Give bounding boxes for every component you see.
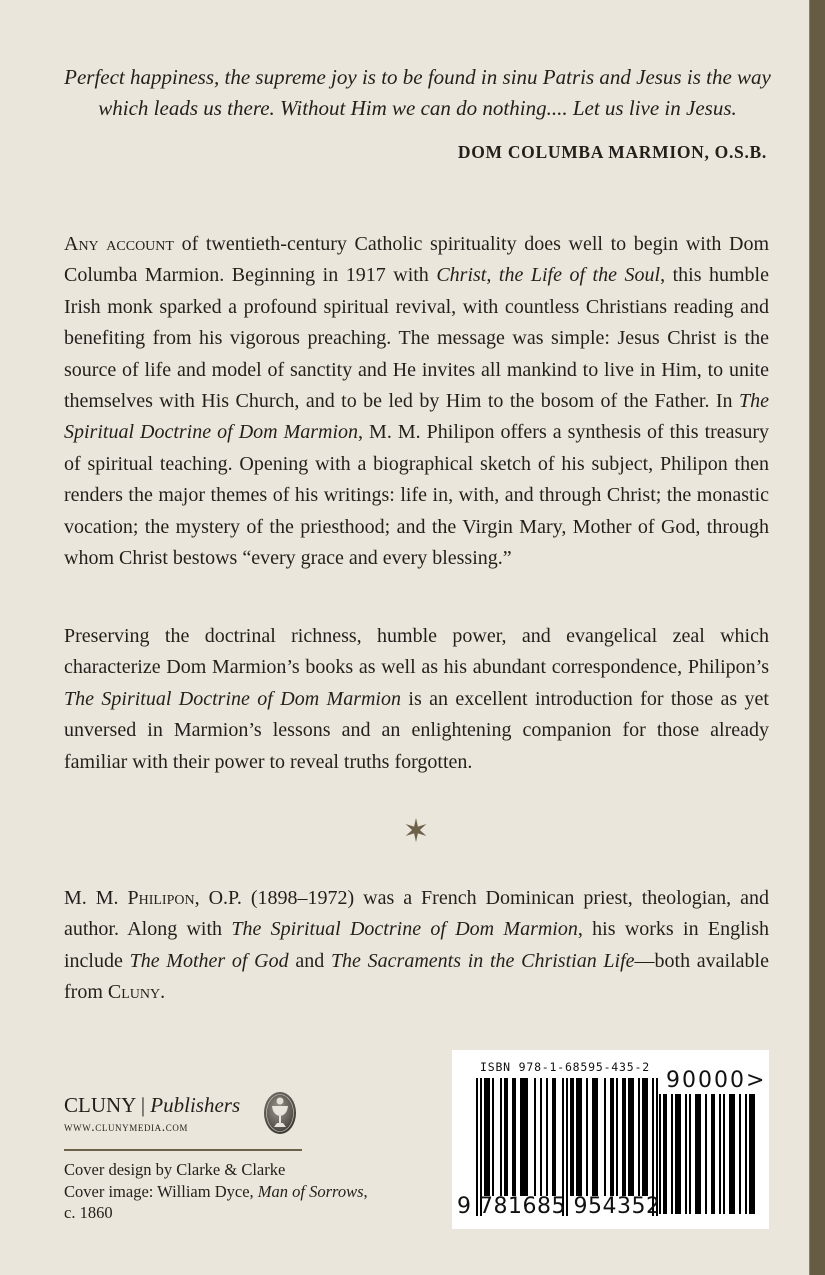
- publisher-url: www.clunymedia.com: [64, 1119, 189, 1134]
- book-title-reference: The Spiritual Doctrine of Dom Marmion: [64, 687, 401, 710]
- star-asterism-icon: [403, 817, 429, 843]
- publisher-name: CLUNY | Publishers: [64, 1093, 241, 1117]
- description-paragraph-1: Any account of twentieth-century Catholic spirituality does well to begin with Dom Columba Marmion. Beginning in 1917 with Christ, the Life of the Soul, this humble Irish monk sparked a profound spiritual revival, with countless Christians reading and benefiting from his vigorous preaching. The message was simple: Jesus Christ is the source of life and model of sanctity and He invites all mankind to live in Him, to unite themselves with His Church, and to be led by Him to the bosom of the Father. In The Spiritual Doctrine of Dom Marmion, M. M. Philipon offers a synthesis of this treasury of spiritual teaching. Opening with a biographical sketch of his subject, Philipon then renders the major themes of his writings: life in, with, and through Christ; the monastic vocation; the mystery of the priesthood; and the Virgin Mary, Mother of God, through whom Christ bestows “every grace and every blessing.”: [64, 233, 769, 570]
- epigraph-attribution: DOM COLUMBA MARMION, O.S.B.: [457, 142, 767, 162]
- isbn-barcode: [452, 1050, 769, 1229]
- lead-in-smallcaps: Any account: [64, 233, 174, 255]
- book-title-reference: The Spiritual Doctrine of Dom Marmion: [64, 390, 769, 444]
- book-spine-edge: [809, 0, 825, 1275]
- description-paragraph-2: Preserving the doctrinal richness, humble power, and evangelical zeal which characterize Dom Marmion’s books as well as his abundant correspondence, Philipon’s The Spiritual Doctrine of Dom Marmion is an excellent introduction for those as yet unversed in Marmion’s lessons and an enlightening companion for those already familiar with their power to reveal truths forgotten.: [64, 625, 769, 773]
- publisher-name-smallcaps: Cluny: [107, 981, 161, 1004]
- chalice-seal-icon: [263, 1091, 297, 1135]
- author-name-smallcaps: Philipon: [127, 887, 195, 909]
- epigraph-quote: [60, 62, 775, 124]
- book-title-reference: Christ, the Life of the Soul: [436, 264, 661, 287]
- book-title-reference: The Sacraments in the Christian Life: [330, 949, 635, 972]
- epigraph-line-2: which leads us there. Without Him we can do nothing.... Let us live in Jesus.: [98, 96, 737, 120]
- isbn-label: ISBN 978-1-68595-435-2: [480, 1060, 650, 1074]
- book-title-reference: The Mother of God: [129, 949, 289, 972]
- price-code: 90000>: [666, 1068, 767, 1093]
- epigraph-line-1: Perfect happiness, the supreme joy is to be found in sinu Patris and Jesus is the way: [64, 65, 771, 89]
- cover-image-date: c. 1860: [64, 1203, 113, 1222]
- artwork-title: Man of Sorrows: [257, 1181, 364, 1201]
- cover-image-credit: Cover image: William Dyce, Man of Sorrows,: [64, 1181, 368, 1201]
- cover-design-credit: Cover design by Clarke & Clarke: [64, 1160, 286, 1179]
- book-title-reference: The Spiritual Doctrine of Dom Marmion: [231, 918, 578, 941]
- ean-digits: 9 781685 954352: [457, 1194, 661, 1219]
- author-bio: M. M. Philipon, O.P. (1898–1972) was a French Dominican priest, theologian, and author. Along with The Spiritual Doctrine of Dom Marmion, his works in English include The Mother of God and The Sacraments in the Christian Life—both available from Cluny.: [64, 887, 769, 1004]
- publisher-block: [64, 1092, 240, 1135]
- divider-rule: [64, 1149, 302, 1151]
- price-addon-barcode-bars: [659, 1094, 757, 1214]
- cover-credits: [64, 1159, 368, 1224]
